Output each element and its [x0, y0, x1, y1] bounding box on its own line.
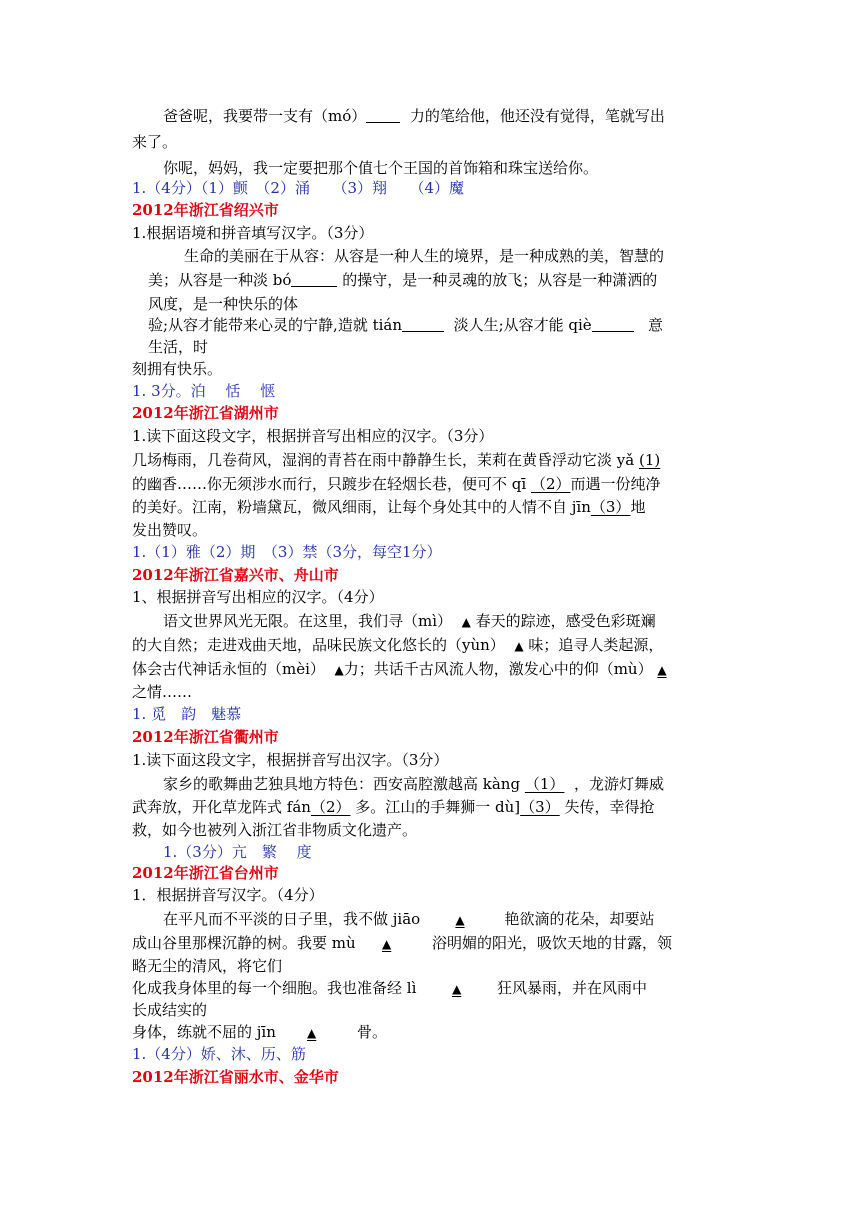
section-heading-quzhou: 2012年浙江省衢州市: [132, 728, 279, 746]
answer-jiaxing: 1. 觅 韵 魅慕: [132, 705, 242, 723]
jiaxing-line-4: 之情……: [132, 683, 193, 701]
taizhou-line-5: 长成结实的: [132, 1001, 208, 1019]
question-huzhou: 1.读下面这段文字，根据拼音写出相应的汉字。（3分）: [132, 427, 494, 445]
jiaxing-line-1: 语文世界风光无限。在这里，我们寻（mì） ▲ 春天的踪迹，感受色彩斑斓: [163, 610, 656, 632]
answer-marker: ▲: [514, 639, 524, 653]
taizhou-line-1: 在平凡而不平淡的日子里，我不做 jiāo ▲ 艳欲滴的花朵，却要站: [163, 908, 655, 930]
huzhou-line-1: 几场梅雨，几卷荷风，湿润的青苔在雨中静静生长，茉莉在黄昏浮动它淡 yǎ (1): [132, 451, 661, 469]
jiaxing-line-3: 体会古代神话永恒的（mèi） ▲力；共话千古风流人物，激发心中的仰（mù） ▲: [132, 658, 667, 680]
intro-line-2: 来了。: [132, 133, 178, 151]
quzhou-line-2: 武奔放，开化草龙阵式 fán（2） 多。江山的手舞狮一 dù]（3） 失传，幸得抢: [132, 798, 655, 816]
answer-marker: ▲: [307, 1026, 317, 1040]
answer-marker: ▲: [452, 982, 462, 996]
answer-shaoxing: 1. 3分。泊 恬 惬: [132, 382, 276, 400]
taizhou-line-2: 成山谷里那棵沉静的树。我要 mù ▲ 浴明媚的阳光，吸饮天地的甘露，领: [132, 932, 672, 954]
intro-line-3: 你呢，妈妈，我一定要把那个值七个王国的首饰箱和珠宝送给你。: [163, 159, 599, 177]
huzhou-line-4: 发出赞叹。: [132, 521, 208, 539]
blank: [402, 315, 444, 332]
intro-line-1: 爸爸呢，我要带一支有（mó） 力的笔给他，他还没有觉得，笔就写出: [163, 107, 665, 125]
taizhou-line-6: 身体，练就不屈的 jīn ▲ 骨。: [132, 1021, 387, 1043]
section-heading-lishui: 2012年浙江省丽水市、金华市: [132, 1068, 339, 1086]
shaoxing-line-5: 生活，时: [148, 338, 209, 356]
blank: [592, 315, 634, 332]
huzhou-line-2: 的幽香……你无须涉水而行，只踱步在轻烟长巷，便可不 qī （2）而遇一份纯净: [132, 475, 661, 493]
huzhou-line-3: 的美好。江南，粉墙黛瓦，微风细雨，让每个身处其中的人情不自 jīn（3）地: [132, 498, 646, 516]
taizhou-line-3: 略无尘的清风，将它们: [132, 957, 283, 975]
blank: [291, 270, 337, 287]
shaoxing-line-1: 生命的美丽在于从容：从容是一种人生的境界，是一种成熟的美，智慧的: [184, 247, 665, 265]
question-shaoxing: 1.根据语境和拼音填写汉字。（3分）: [132, 224, 374, 242]
answer-marker: ▲: [334, 663, 344, 677]
answer-quzhou: 1.（3分）亢 繁 度: [163, 843, 312, 861]
question-taizhou: 1．根据拼音写汉字。（4分）: [132, 886, 324, 904]
shaoxing-line-2: 美；从容是一种淡 bó 的操守，是一种灵魂的放飞；从容是一种潇洒的: [148, 271, 658, 289]
taizhou-line-4: 化成我身体里的每一个细胞。我也准备经 lì ▲ 狂风暴雨，并在风雨中: [132, 977, 647, 999]
answer-marker: ▲: [461, 615, 471, 629]
answer-taizhou: 1.（4分）娇、沐、历、筋: [132, 1045, 306, 1063]
section-heading-jiaxing: 2012年浙江省嘉兴市、舟山市: [132, 566, 339, 584]
section-heading-taizhou: 2012年浙江省台州市: [132, 864, 279, 882]
jiaxing-line-2: 的大自然；走进戏曲天地，品味民族文化悠长的（yùn） ▲ 味；追寻人类起源，: [132, 634, 663, 656]
section-heading-shaoxing: 2012年浙江省绍兴市: [132, 201, 279, 219]
quzhou-line-3: 救，如今也被列入浙江省非物质文化遗产。: [132, 821, 418, 839]
answer-marker: ▲: [455, 913, 465, 927]
shaoxing-line-6: 刻拥有快乐。: [132, 360, 223, 378]
answer-marker: ▲: [657, 663, 667, 677]
shaoxing-line-4: 验;从容才能带来心灵的宁静,造就 tián 淡人生;从容才能 qiè 意: [148, 316, 664, 334]
answer-huzhou: 1.（1）雅（2）期 （3）禁（3分，每空1分）: [132, 543, 442, 561]
question-quzhou: 1.读下面这段文字，根据拼音写出汉字。（3分）: [132, 751, 449, 769]
section-heading-huzhou: 2012年浙江省湖州市: [132, 404, 279, 422]
blank: [366, 106, 400, 123]
question-jiaxing: 1、根据拼音写出相应的汉字。（4分）: [132, 588, 384, 606]
answer-marker: ▲: [382, 937, 392, 951]
quzhou-line-1: 家乡的歌舞曲艺独具地方特色：西安高腔激越高 kàng （1） ，龙游灯舞威: [163, 775, 664, 793]
intro-answer: 1.（4分）（1）颤 （2）涌 （3）翔 （4）魔: [132, 179, 465, 197]
shaoxing-line-3: 风度，是一种快乐的体: [148, 295, 299, 313]
